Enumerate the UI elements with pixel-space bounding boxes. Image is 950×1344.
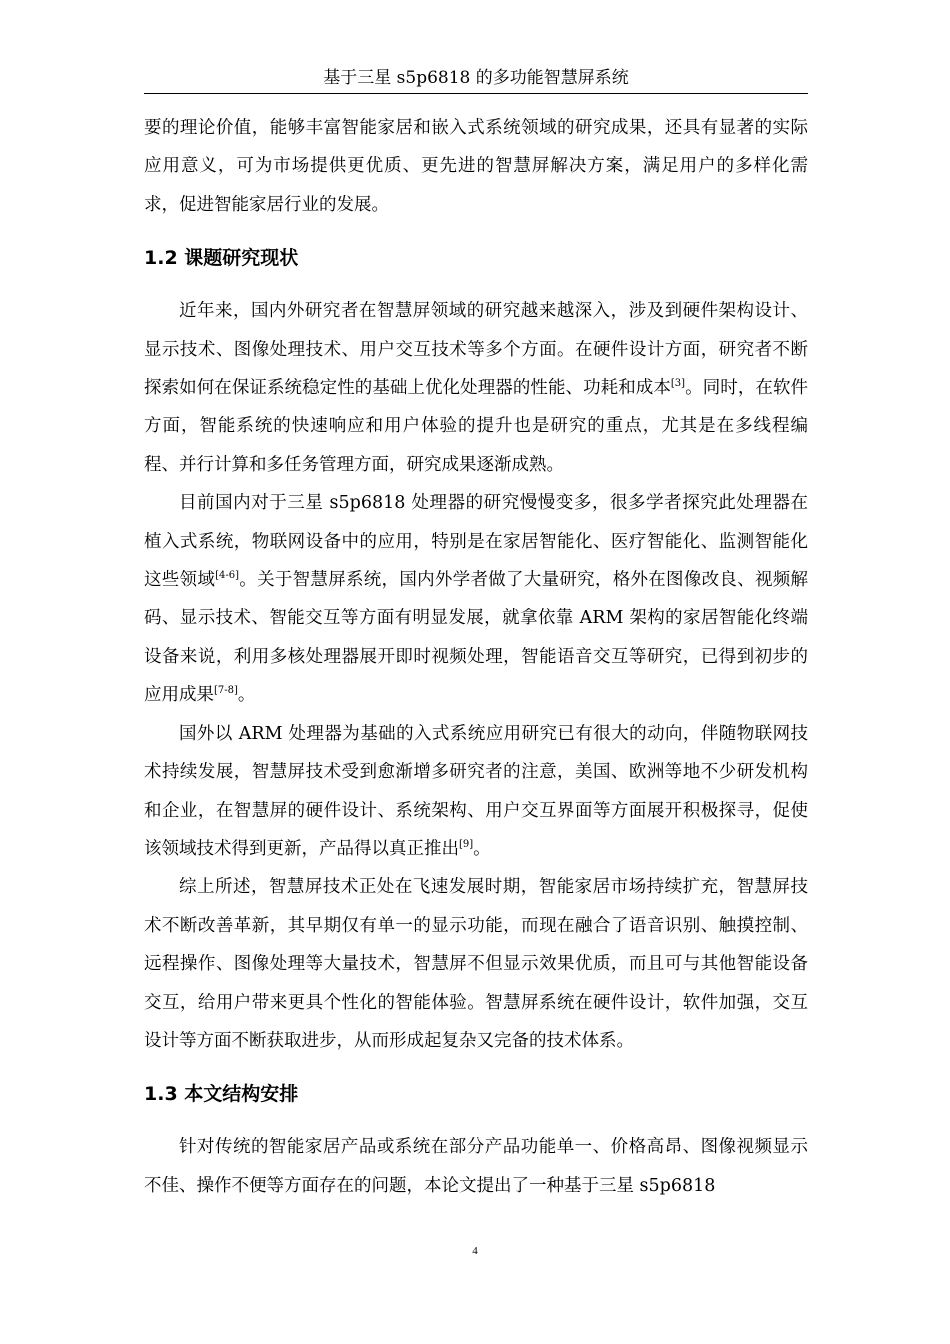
- paragraph-text: 。: [473, 838, 491, 859]
- paragraph-text: 目前国内对于三星 s5p6818 处理器的研究慢慢变多，很多学者探究此处理器在植入式系统，物联网设备中的应用，特别是在家居智能化、医疗智能化、监测智能化这些领域: [144, 493, 808, 591]
- header-rule: [144, 93, 808, 94]
- paragraph-domestic-research: [144, 484, 808, 714]
- paragraph-continued: 要的理论价值，能够丰富智能家居和嵌入式系统领域的研究成果，还具有显著的实际应用意义，可为市场提供更优质、更先进的智慧屏解决方案，满足用户的多样化需求，促进智能家居行业的发展。: [144, 118, 808, 215]
- paragraph-research-overview: [144, 292, 808, 484]
- page-number: 4: [472, 1245, 478, 1257]
- paragraph-text: 近年来，国内外研究者在智慧屏领域的研究越来越深入，涉及到硬件架构设计、显示技术、图像处理技术、用户交互技术等多个方面。在硬件设计方面，研究者不断探索如何在保证系统稳定性的基础上优化处理器的性能、功耗和成本: [144, 301, 808, 399]
- paragraph-foreign-research: [144, 715, 808, 869]
- section-heading-1-3: 1.3 本文结构安排: [144, 1083, 299, 1106]
- paragraph-text: 。: [237, 685, 256, 706]
- paragraph-text: 。同时，在软件方面，智能系统的快速响应和用户体验的提升也是研究的重点，尤其是在多线程编程、并行计算和多任务管理方面，研究成果逐渐成熟。: [144, 378, 809, 475]
- citation-ref: [3]: [670, 378, 686, 390]
- section-heading-1-2: 1.2 课题研究现状: [144, 247, 299, 270]
- body-content: [144, 109, 808, 1205]
- citation-ref: [7-8]: [214, 685, 238, 697]
- running-header: 基于三星 s5p6818 的多功能智慧屏系统: [323, 68, 629, 88]
- citation-ref: [9]: [459, 839, 474, 851]
- citation-ref: [4-6]: [215, 570, 240, 582]
- paragraph-structure: 针对传统的智能家居产品或系统在部分产品功能单一、价格高昂、图像视频显示不佳、操作不便等方面存在的问题，本论文提出了一种基于三星 s5p6818: [144, 1137, 808, 1196]
- paragraph-text: 。关于智慧屏系统，国内外学者做了大量研究，格外在图像改良、视频解码、显示技术、智能交互等方面有明显发展，就拿依靠 ARM 架构的家居智能化终端设备来说，利用多核处理器展开即时视频处理，智能语音交互等研究，已得到初步的应用成果: [144, 570, 809, 706]
- paragraph-text: 国外以 ARM 处理器为基础的入式系统应用研究已有很大的动向，伴随物联网技术持续发展，智慧屏技术受到愈渐增多研究者的注意，美国、欧洲等地不少研发机构和企业，在智慧屏的硬件设计、系统架构、用户交互界面等方面展开积极探寻，促使该领域技术得到更新，产品得以真正推出: [144, 723, 808, 859]
- paragraph-summary: 综上所述，智慧屏技术正处在飞速发展时期，智能家居市场持续扩充，智慧屏技术不断改善革新，其早期仅有单一的显示功能，而现在融合了语音识别、触摸控制、远程操作、图像处理等大量技术，智慧屏不但显示效果优质，而且可与其他智能设备交互，给用户带来更具个性化的智能体验。智慧屏系统在硬件设计，软件加强，交互设计等方面不断获取进步，从而形成起复杂又完备的技术体系。: [144, 877, 808, 1051]
